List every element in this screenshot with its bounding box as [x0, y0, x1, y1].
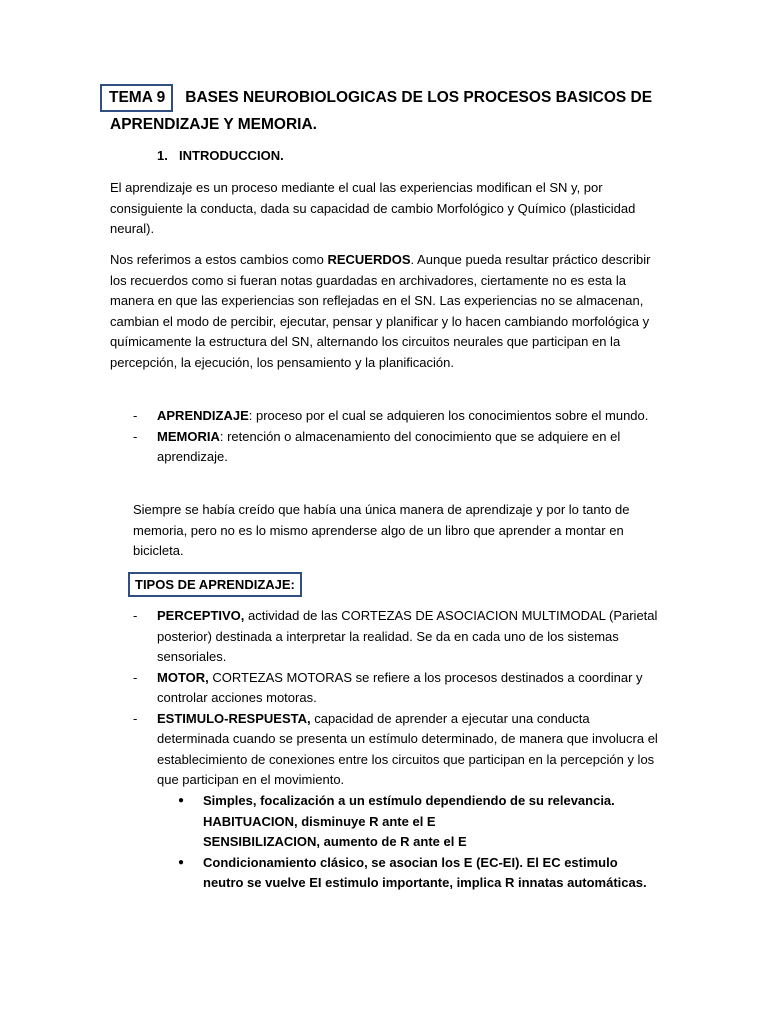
recuerdos-bold: RECUERDOS: [327, 252, 411, 267]
tipo-text: actividad de las CORTEZAS DE ASOCIACION MULTIMODAL (Parietal posterior) destinada a interpretar la realidad. Se da en cada uno de los sistemas sensoriales.: [157, 608, 658, 664]
siempre-paragraph: Siempre se había creído que había una única manera de aprendizaje y por lo tanto de memoria, pero no es lo mismo aprenderse algo de un libro que aprender a montar en bicicleta.: [133, 502, 630, 558]
tipo-term: PERCEPTIVO,: [157, 608, 245, 623]
bullet-dot: ●: [178, 856, 185, 868]
definition-text: : retención o almacenamiento del conocimiento que se adquiere en el aprendizaje.: [157, 428, 621, 464]
dash-bullet: -: [133, 428, 138, 444]
recuerdos-after: . Aunque pueda resultar práctico describir los recuerdos como si fueran notas guardadas en archivadores, ciertamente no es esta la manera en que las experiencias son reflejadas en el SN. Las experiencias no se almacenan, cambian el modo de percibir, ejecutar, pensar y planificar y lo hacen cambiando morfológica y químicamente la estructura del SN, alternando los circuitos neurales que participan en la percepción, la ejecución, los pensamiento y la planificación.: [110, 252, 651, 370]
dash-bullet: -: [133, 669, 138, 685]
tipos-list: [133, 606, 663, 791]
tipo-term: MOTOR,: [157, 669, 209, 685]
subtipo-line: Simples, focalización a un estímulo dependiendo de su relevancia.: [203, 793, 615, 808]
definition-text: : proceso por el cual se adquieren los conocimientos sobre el mundo.: [248, 408, 649, 423]
list-item: [133, 709, 663, 791]
definition-term: APRENDIZAJE: [157, 408, 249, 423]
heading-title: BASES NEUROBIOLOGICAS DE LOS PROCESOS BASICOS DE APRENDIZAJE Y MEMORIA.: [110, 89, 653, 133]
list-item: [133, 606, 663, 668]
bullet-dot: ●: [178, 795, 185, 806]
definitions-list: [133, 406, 663, 468]
section-title: [157, 147, 284, 165]
list-item: [178, 853, 658, 894]
dash-bullet: -: [133, 408, 138, 423]
list-item: [133, 668, 663, 709]
document-heading: [110, 84, 670, 137]
list-item: [178, 791, 658, 853]
definition-term: MEMORIA: [157, 428, 220, 444]
recuerdos-paragraph: [110, 250, 670, 373]
tipos-label-box: TIPOS DE APRENDIZAJE:: [128, 572, 302, 597]
subtipo-line: SENSIBILIZACION, aumento de R ante el E: [203, 834, 467, 849]
list-item: [133, 406, 663, 427]
section-title-text: INTRODUCCION.: [179, 148, 284, 163]
subtipo-line: HABITUACION, disminuye R ante el E: [203, 813, 436, 829]
recuerdos-before: Nos referimos a estos cambios como: [110, 252, 328, 267]
dash-bullet: -: [133, 608, 138, 623]
intro-paragraph: El aprendizaje es un proceso mediante el cual las experiencias modifican el SN y, por consiguiente la conducta, dada su capacidad de cambio Morfológico y Químico (plasticidad neural).: [110, 180, 636, 236]
tipo-text: capacidad de aprender a ejecutar una conducta determinada cuando se presenta un estímulo determinado, de manera que involucra el establecimiento de conexiones entre los circuitos que participan en la percepción y los que participan en el movimiento.: [157, 710, 658, 787]
tema-label-box: TEMA 9: [100, 84, 173, 112]
subtipos-list: [178, 791, 658, 894]
tipo-text: CORTEZAS MOTORAS se refiere a los procesos destinados a coordinar y controlar acciones motoras.: [157, 669, 643, 705]
subtipo-line: Condicionamiento clásico, se asocian los E (EC-EI). El EC estimulo neutro se vuelve EI estimulo importante, implica R innatas automáticas.: [203, 854, 647, 890]
tipo-term: ESTIMULO-RESPUESTA,: [157, 710, 311, 726]
dash-bullet: -: [133, 710, 138, 726]
section-number: 1.: [157, 148, 168, 163]
list-item: [133, 427, 663, 468]
